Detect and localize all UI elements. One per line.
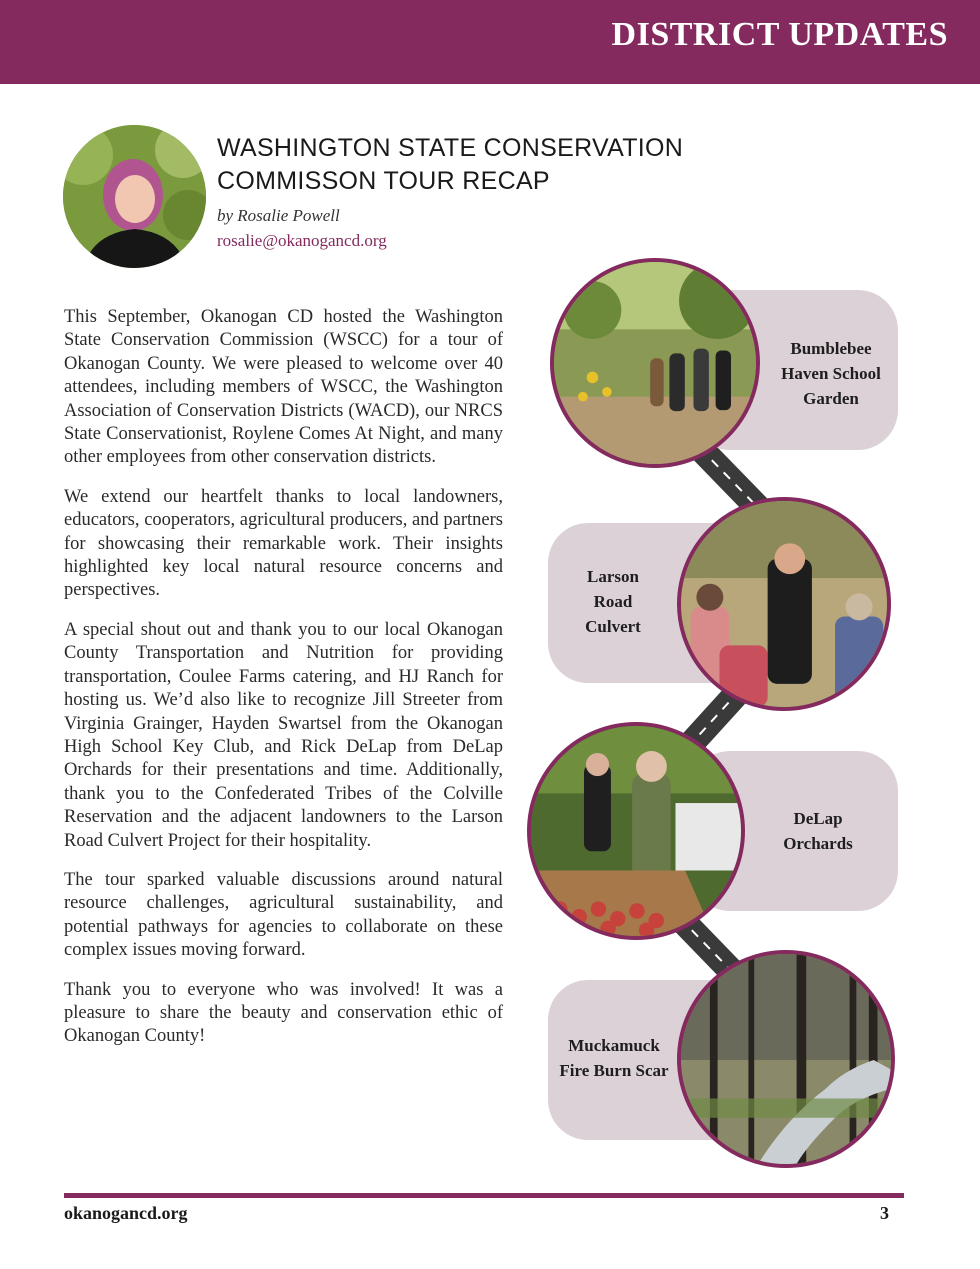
paragraph: A special shout out and thank you to our local Okanogan County Transportation and Nutrition for providing transportation, Coulee Farms catering, and HJ Ranch for hosting us. We’d also like to recognize Jill Streeter from Virginia Grainger, Hayden Swartsel from the Okanogan High School Key Club, and Rick DeLap from DeLap Orchards for their presentations and time. Additionally, thank you to the Confederated Tribes of the Colville Reservation and the adjacent landowners to the Larson Road Culvert Project for their hospitality.: [64, 619, 503, 851]
paragraph: Thank you to everyone who was involved! It was a pleasure to share the beauty and conservation ethic of Okanogan County!: [64, 979, 503, 1047]
photo-larson-culvert: [677, 497, 891, 711]
section-title: DISTRICT UPDATES: [611, 16, 948, 53]
footer-website-link[interactable]: okanogancd.org: [64, 1203, 188, 1223]
footer-rule: [64, 1193, 904, 1198]
paragraph: This September, Okanogan CD hosted the Washington State Conservation Commission (WSCC) for a tour of Okanogan County. We were pleased to welcome over 40 attendees, including members of WSCC, the Washington Association of Conservation Districts (WACD), our NRCS State Conservationist, Roylene Comes At Night, and many other employees from other conservation districts.: [64, 307, 503, 468]
stop-label-delap: DeLap Orchards: [783, 809, 853, 853]
paragraph: The tour sparked valuable discussions around natural resource challenges, agricultural sustainability, and potential pathways for agencies to collaborate on these complex issues moving forward.: [64, 869, 503, 961]
page-number: 3: [880, 1203, 889, 1223]
article-title-line-2: COMMISSON TOUR RECAP: [217, 167, 550, 195]
article-title-line-1: WASHINGTON STATE CONSERVATION: [217, 134, 684, 162]
photo-bumblebee-garden: [550, 258, 760, 468]
article-title: [217, 132, 737, 198]
article-body: [64, 306, 503, 1065]
stop-label-muckamuck: Muckamuck Fire Burn Scar: [559, 1036, 669, 1080]
author-email-link[interactable]: rosalie@okanogancd.org: [217, 231, 387, 250]
stop-label-bumblebee: Bumblebee Haven School Garden: [781, 339, 881, 408]
photo-muckamuck-burn-scar: [677, 950, 895, 1168]
byline: by Rosalie Powell: [217, 206, 340, 225]
paragraph: We extend our heartfelt thanks to local landowners, educators, cooperators, agricultural producers, and partners for showcasing their remarkable work. Their insights highlighted key local natural resource concerns and perspectives.: [64, 486, 503, 601]
stop-label-larson: Larson Road Culvert: [585, 567, 641, 636]
photo-delap-orchards: [527, 722, 745, 940]
author-photo: [63, 125, 206, 268]
